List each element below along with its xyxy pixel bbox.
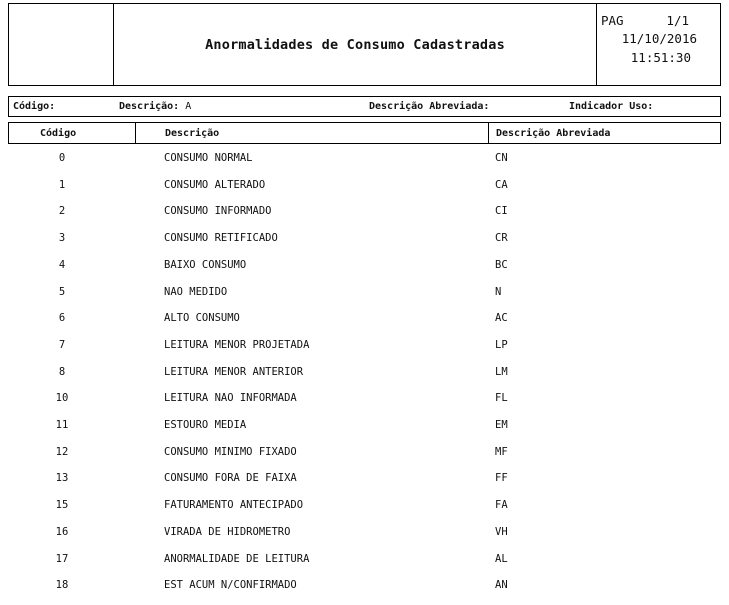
table-row	[8, 199, 721, 225]
filter-abreviada	[369, 101, 495, 112]
page-label: PAG	[601, 13, 624, 28]
column-header-abreviada: Descrição Abreviada	[496, 128, 611, 139]
filter-indicador-label: Indicador Uso:	[569, 101, 654, 112]
filter-indicador	[569, 101, 659, 112]
row-abbreviation: CA	[495, 178, 508, 191]
row-code: 2	[58, 205, 66, 218]
filter-codigo-label: Código:	[13, 101, 56, 112]
table-row	[8, 547, 721, 573]
column-header-descricao: Descrição	[165, 128, 220, 139]
row-code: 4	[58, 258, 66, 271]
row-description: CONSUMO ALTERADO	[164, 178, 266, 191]
row-abbreviation: BC	[495, 258, 508, 271]
row-description: FATURAMENTO ANTECIPADO	[164, 499, 304, 512]
row-abbreviation: FA	[495, 499, 508, 512]
table-row	[8, 413, 721, 439]
row-description: EST ACUM N/CONFIRMADO	[164, 579, 297, 592]
column-divider	[135, 123, 136, 143]
filter-codigo	[13, 101, 61, 112]
row-description: CONSUMO FORA DE FAIXA	[164, 472, 297, 485]
row-abbreviation: EM	[495, 419, 508, 431]
row-abbreviation: AN	[495, 579, 508, 592]
table-row	[8, 333, 721, 359]
row-abbreviation: LP	[495, 338, 508, 351]
row-code: 17	[55, 552, 69, 565]
row-abbreviation: CI	[495, 205, 508, 218]
row-code: 7	[58, 338, 66, 351]
table-row	[8, 280, 721, 306]
table-row	[8, 520, 721, 546]
row-description: CONSUMO NORMAL	[164, 152, 253, 164]
row-description: CONSUMO MINIMO FIXADO	[164, 445, 297, 458]
filter-descricao	[119, 101, 191, 112]
report-header	[8, 3, 721, 86]
row-abbreviation: FL	[495, 392, 508, 405]
row-code: 12	[55, 445, 69, 458]
column-divider	[488, 123, 489, 143]
row-abbreviation: CR	[495, 232, 508, 245]
row-abbreviation: AC	[495, 312, 508, 325]
filter-descricao-value: A	[185, 101, 192, 112]
row-code: 10	[55, 392, 69, 405]
report-info	[596, 4, 721, 85]
row-description: VIRADA DE HIDROMETRO	[164, 525, 291, 538]
logo-placeholder	[9, 4, 114, 85]
row-abbreviation: CN	[495, 152, 508, 164]
column-header-codigo: Código	[40, 128, 77, 139]
filter-descricao-label: Descrição:	[119, 101, 180, 112]
table-row	[8, 466, 721, 492]
table-row	[8, 253, 721, 279]
row-description: ANORMALIDADE DE LEITURA	[164, 552, 310, 565]
row-code: 5	[58, 285, 66, 298]
row-description: ALTO CONSUMO	[164, 312, 240, 325]
report-date: 11/10/2016	[621, 31, 697, 46]
title-cell	[113, 4, 597, 85]
row-code: 16	[55, 525, 69, 538]
table-row	[8, 573, 721, 599]
row-description: LEITURA MENOR PROJETADA	[164, 338, 310, 351]
table-row	[8, 146, 721, 172]
page-number: 1/1	[666, 13, 689, 28]
table-row	[8, 226, 721, 252]
table-header	[8, 122, 721, 144]
row-abbreviation: LM	[495, 365, 508, 378]
row-abbreviation: AL	[495, 552, 508, 565]
row-description: ESTOURO MEDIA	[164, 419, 247, 431]
table-row	[8, 440, 721, 466]
row-description: CONSUMO RETIFICADO	[164, 232, 278, 245]
table-row	[8, 493, 721, 519]
row-code: 15	[55, 499, 69, 512]
row-description: BAIXO CONSUMO	[164, 258, 247, 271]
row-code: 0	[58, 152, 66, 164]
row-abbreviation: VH	[495, 525, 508, 538]
table-row	[8, 173, 721, 199]
row-description: LEITURA MENOR ANTERIOR	[164, 365, 304, 378]
filter-abreviada-label: Descrição Abreviada:	[369, 101, 490, 112]
row-code: 18	[55, 579, 69, 592]
report-time: 11:51:30	[630, 50, 691, 65]
table-row	[8, 386, 721, 412]
row-code: 11	[55, 419, 69, 431]
row-description: LEITURA NAO INFORMADA	[164, 392, 297, 405]
row-abbreviation: N	[495, 285, 502, 298]
row-code: 13	[55, 472, 69, 485]
row-abbreviation: FF	[495, 472, 508, 485]
row-code: 3	[58, 232, 66, 245]
row-code: 8	[58, 365, 66, 378]
row-code: 6	[58, 312, 66, 325]
table-row	[8, 360, 721, 386]
row-description: NAO MEDIDO	[164, 285, 228, 298]
row-code: 1	[58, 178, 66, 191]
filter-bar	[8, 96, 721, 117]
report-title: Anormalidades de Consumo Cadastradas	[205, 36, 505, 53]
row-description: CONSUMO INFORMADO	[164, 205, 272, 218]
row-abbreviation: MF	[495, 445, 508, 458]
table-row	[8, 306, 721, 332]
